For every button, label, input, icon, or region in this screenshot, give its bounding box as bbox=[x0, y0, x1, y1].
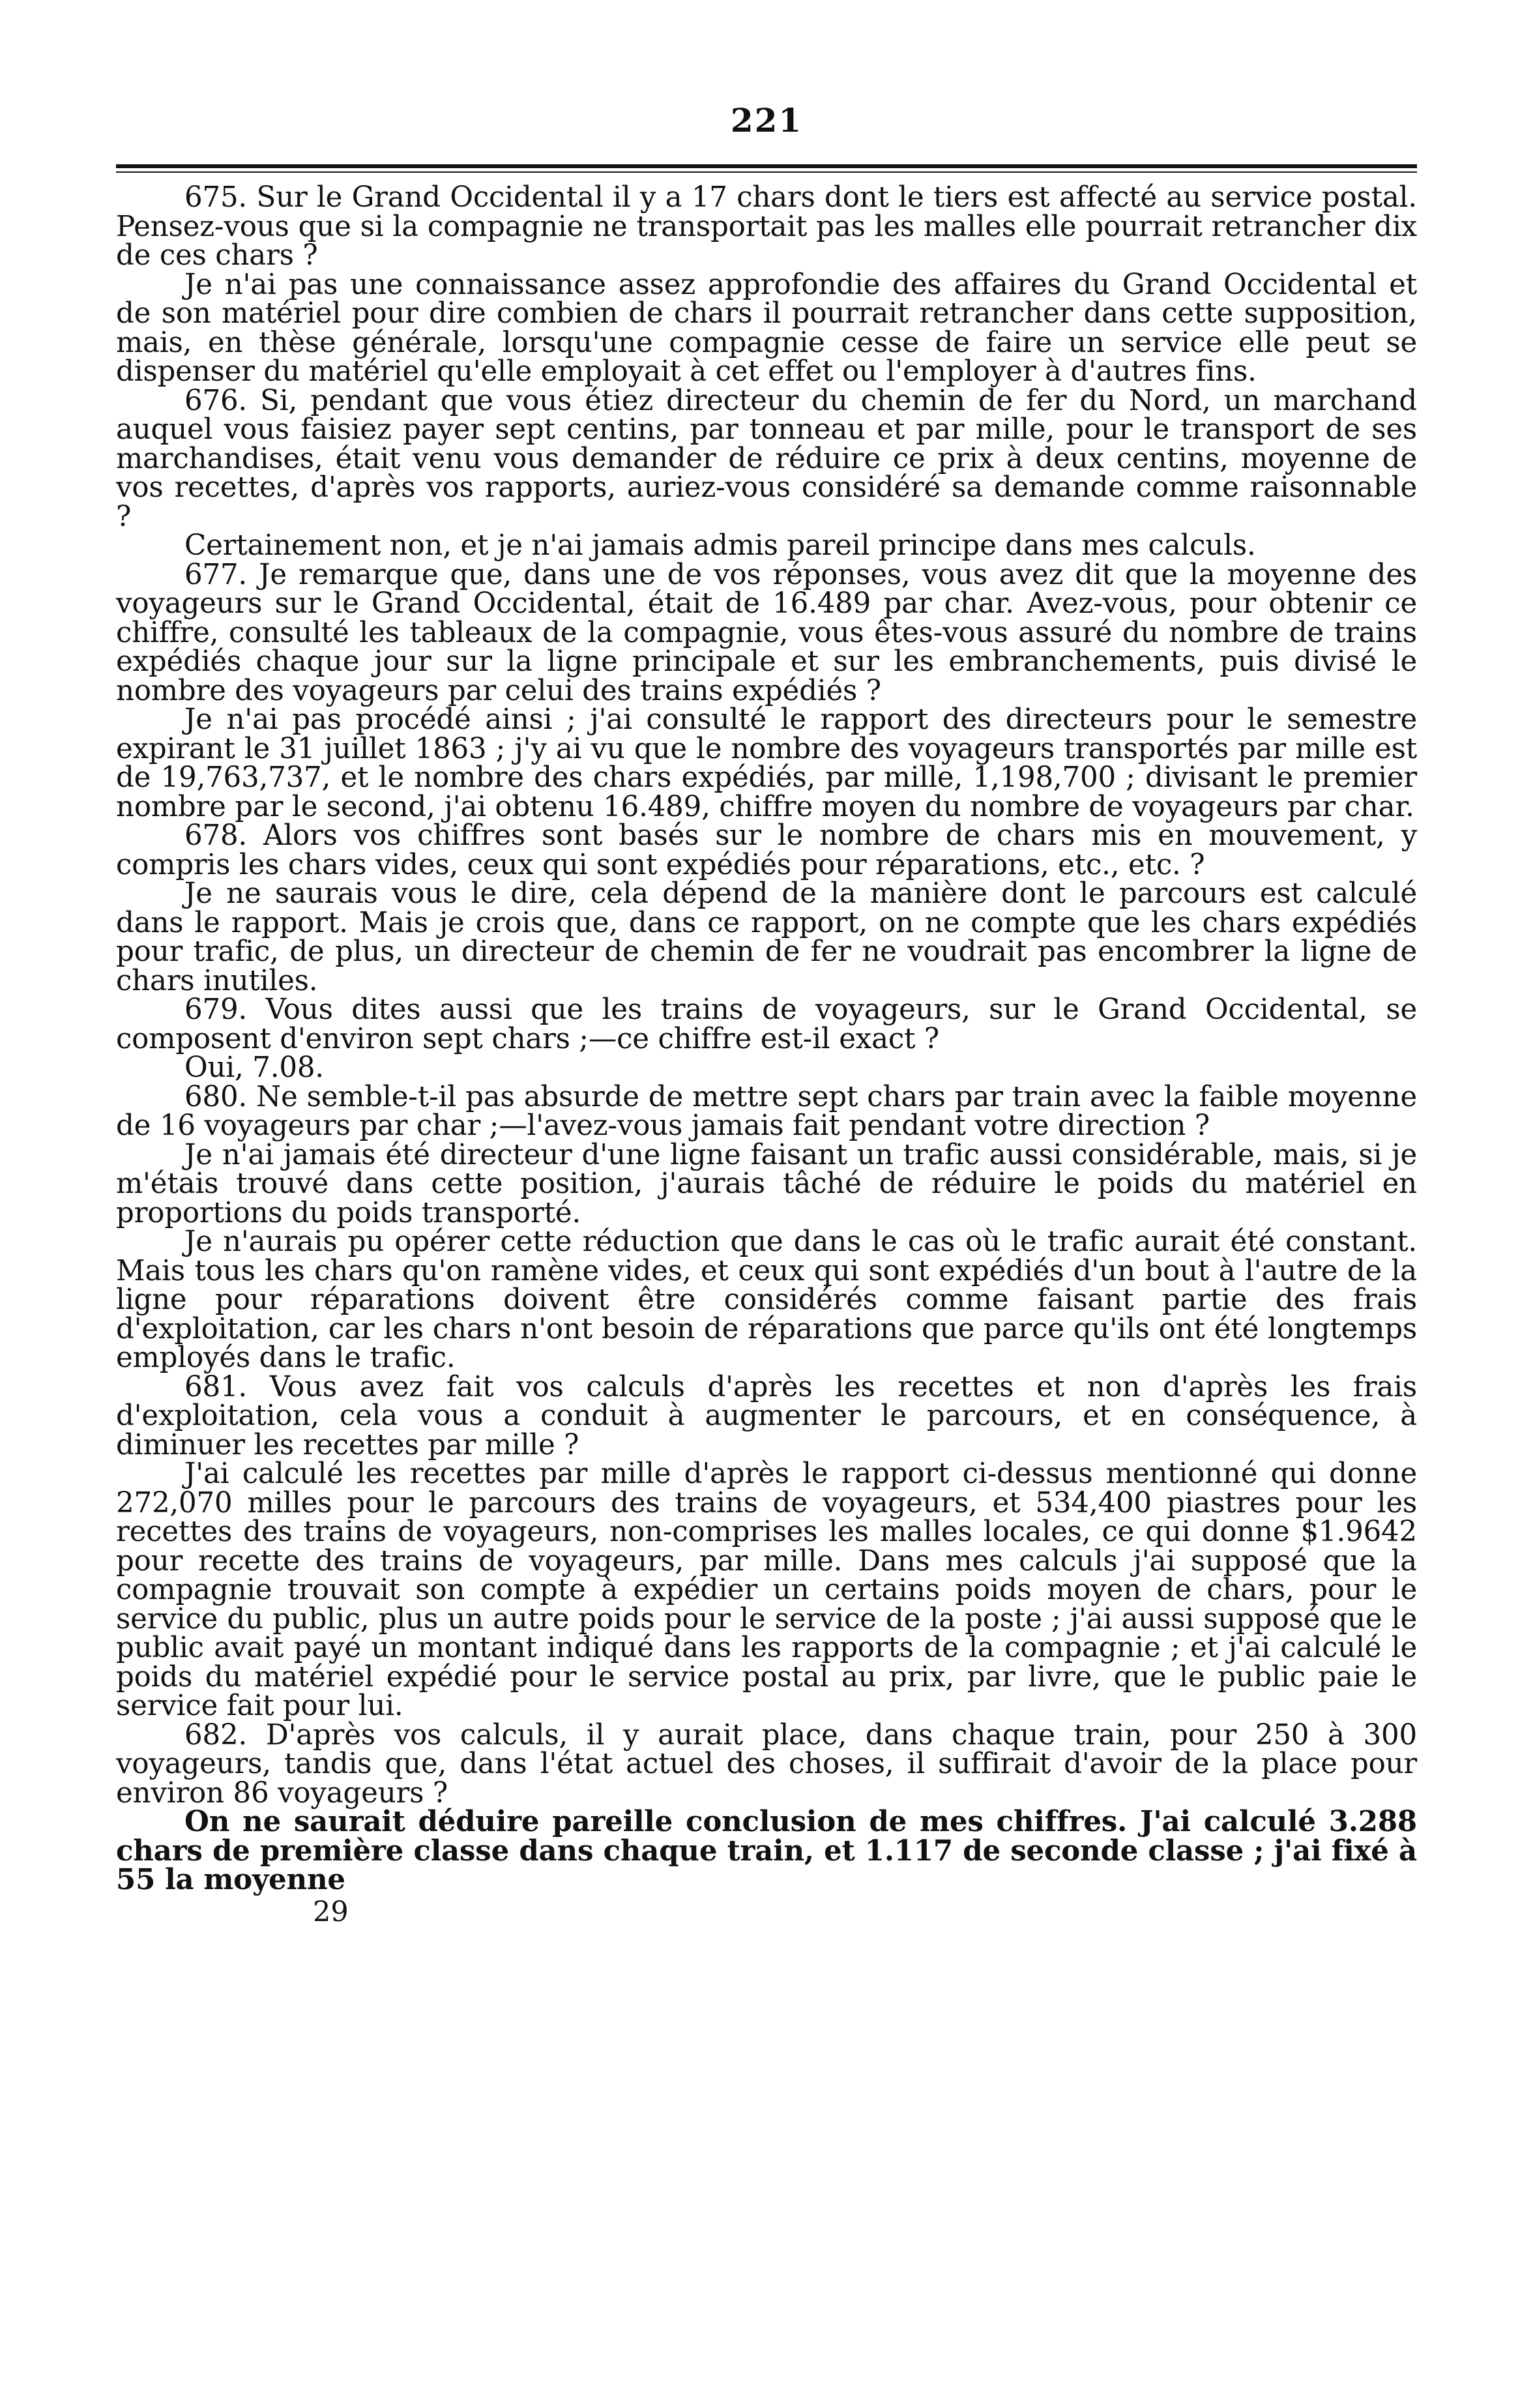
page-number: 221 bbox=[730, 101, 803, 139]
document-page bbox=[116, 98, 1417, 1926]
body-text bbox=[116, 183, 1417, 1895]
paragraph-a676: Certainement non, et je n'ai jamais admis pareil principe dans mes calculs. bbox=[184, 529, 1256, 562]
paragraph-a681: J'ai calculé les recettes par mille d'après le rapport ci-dessus mentionné qui donne 272,070 milles pour le parcours des trains de voyageurs, et 534,400 piastres pour les recettes des trains de voyageurs, non-comprises les malles locales, ce qui donne $1.9642 pour recette des trains de voyageurs, par mille. Dans mes calculs j'ai supposé que la compagnie trouvait son compte à expédier un certains poids moyen de chars, pour le service du public, plus un autre poids pour le service de la poste ; j'ai aussi supposé que le public avait payé un montant indiqué dans les rapports de la compagnie ; et j'ai calculé le poids du matériel expédié pour le service postal au prix, par livre, que le public paie le service fait pour lui. bbox=[116, 1458, 1417, 1722]
header-rule-thin bbox=[116, 171, 1417, 173]
paragraph-a678: Je ne saurais vous le dire, cela dépend de la manière dont le parcours est calculé dans le rapport. Mais je crois que, dans ce rapport, on ne compte que les chars expédiés pour trafic, de plus, un directeur de chemin de fer ne voudrait pas encombrer la ligne de chars inutiles. bbox=[116, 877, 1417, 997]
paragraph-q677: 677. Je remarque que, dans une de vos réponses, vous avez dit que la moyenne des voyageurs sur le Grand Occidental, était de 16.489 par char. Avez-vous, pour obtenir ce chiffre, consulté les tableaux de la compagnie, vous êtes-vous assuré du nombre de trains expédiés chaque jour sur la ligne principale et sur les embranchements, puis divisé le nombre des voyageurs par celui des trains expédiés ? bbox=[116, 558, 1417, 707]
paragraph-a682: On ne saurait déduire pareille conclusion de mes chiffres. J'ai calculé 3.288 chars de première classe dans chaque train, et 1.117 de seconde classe ; j'ai fixé à 55 la moyenne bbox=[116, 1805, 1417, 1896]
paragraph-q676: 676. Si, pendant que vous étiez directeur du chemin de fer du Nord, un marchand auquel vous faisiez payer sept centins, par tonneau et par mille, pour le transport de ses marchandises, était venu vous demander de réduire ce prix à deux centins, moyenne de vos recettes, d'après vos rapports, auriez-vous considéré sa demande comme raisonnable ? bbox=[116, 384, 1417, 533]
paragraph-q678: 678. Alors vos chiffres sont basés sur le nombre de chars mis en mouvement, y compris les chars vides, ceux qui sont expédiés pour réparations, etc., etc. ? bbox=[116, 819, 1417, 881]
paragraph-a677: Je n'ai pas procédé ainsi ; j'ai consulté le rapport des directeurs pour le semestre expirant le 31 juillet 1863 ; j'y ai vu que le nombre des voyageurs transportés par mille est de 19,763,737, et le nombre des chars expédiés, par mille, 1,198,700 ; divisant le premier nombre par le second, j'ai obtenu 16.489, chiffre moyen du nombre de voyageurs par char. bbox=[116, 703, 1417, 823]
paragraph-q681: 681. Vous avez fait vos calculs d'après les recettes et non d'après les frais d'exploitation, cela vous a conduit à augmenter le parcours, et en conséquence, à diminuer les recettes par mille ? bbox=[116, 1370, 1417, 1461]
paragraph-q680: 680. Ne semble-t-il pas absurde de mettre sept chars par train avec la faible moyenne de 16 voyageurs par char ;—l'avez-vous jamais fait pendant votre direction ? bbox=[116, 1080, 1417, 1142]
signature-mark: 29 bbox=[313, 1895, 349, 1928]
paragraph-a679: Oui, 7.08. bbox=[184, 1051, 324, 1084]
paragraph-a680-1: Je n'ai jamais été directeur d'une ligne faisant un trafic aussi considérable, mais, si je m'étais trouvé dans cette position, j'aurais tâché de réduire le poids du matériel en proportions du poids transporté. bbox=[116, 1138, 1417, 1229]
paragraph-q682: 682. D'après vos calculs, il y aurait place, dans chaque train, pour 250 à 300 voyageurs, tandis que, dans l'état actuel des choses, il suffirait d'avoir de la place pour environ 86 voyageurs ? bbox=[116, 1718, 1417, 1810]
paragraph-a675: Je n'ai pas une connaissance assez approfondie des affaires du Grand Occidental et de son matériel pour dire combien de chars il pourrait retrancher dans cette supposition, mais, en thèse générale, lorsqu'une compagnie cesse de faire un service elle peut se dispenser du matériel qu'elle employait à cet effet ou l'employer à d'autres fins. bbox=[116, 268, 1417, 388]
header-rule-thick bbox=[116, 164, 1417, 168]
paragraph-q679: 679. Vous dites aussi que les trains de voyageurs, sur le Grand Occidental, se composent d'environ sept chars ;—ce chiffre est-il exact ? bbox=[116, 993, 1417, 1055]
paragraph-a680-2: Je n'aurais pu opérer cette réduction que dans le cas où le trafic aurait été constant. Mais tous les chars qu'on ramène vides, et ceux qui sont expédiés d'un bout à l'autre de la ligne pour réparations doivent être considérés comme faisant partie des frais d'exploitation, car les chars n'ont besoin de réparations que parce qu'ils ont été longtemps employés dans le trafic. bbox=[116, 1226, 1417, 1374]
paragraph-q675: 675. Sur le Grand Occidental il y a 17 chars dont le tiers est affecté au service postal. Pensez-vous que si la compagnie ne transportait pas les malles elle pourrait retrancher dix de ces chars ? bbox=[116, 181, 1417, 272]
